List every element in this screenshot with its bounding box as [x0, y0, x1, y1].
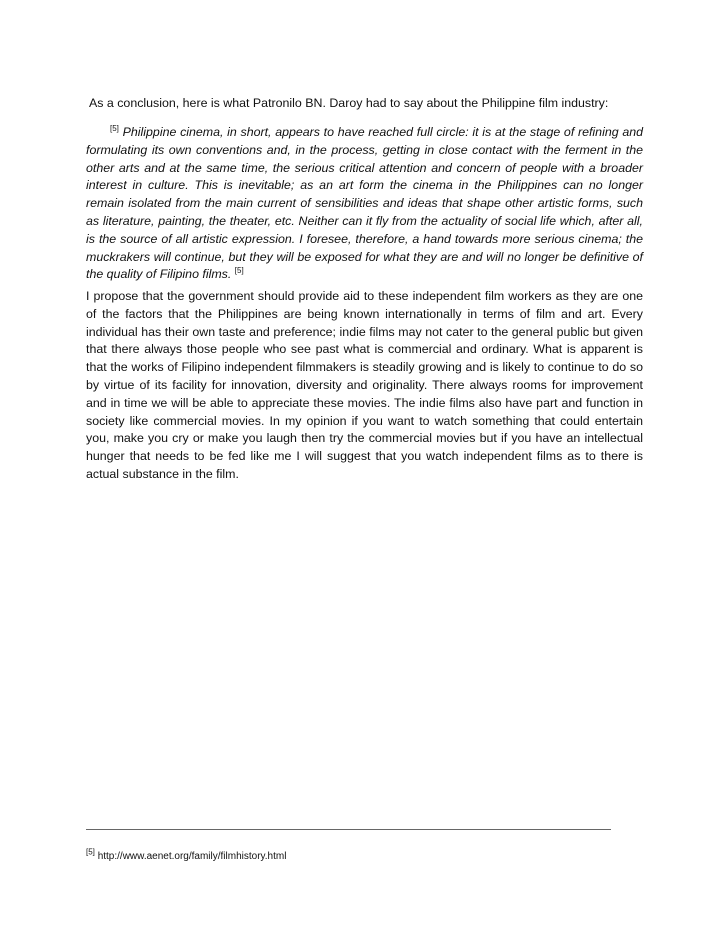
intro-text: As a conclusion, here is what Patronilo BN. Daroy had to say about the Philippine film industry:	[89, 96, 609, 110]
intro-paragraph	[89, 95, 649, 113]
opinion-paragraph	[86, 288, 643, 484]
quote-text: Philippine cinema, in short, appears to have reached full circle: it is at the stage of refining and formulating its own conventions and, in the process, getting in close contact with the ferment in the other arts and at the same time, the serious critical attention and concern of people with a broader interest in culture. This is inevitable; as an art form the cinema in the Philippines can no longer remain isolated from the main current of sensibilities and ideas that shape other artistic forms, such as literature, painting, the theater, etc. Neither can it fly from the actuality of social life which, after all, is the source of all artistic expression. I foresee, therefore, a hand towards more serious cinema; the muckrakers will continue, but they will be exposed for what they are and will no longer be definitive of the quality of Filipino films.	[86, 125, 643, 282]
footnote	[86, 847, 287, 864]
footnote-separator	[86, 829, 611, 830]
quote-reference-open: [5]	[110, 123, 119, 133]
quote-reference-close: [5]	[234, 266, 244, 276]
footnote-marker: [5]	[86, 847, 95, 857]
footnote-link[interactable]: http://www.aenet.org/family/filmhistory.html	[97, 851, 287, 862]
opinion-text: I propose that the government should provide aid to these independent film workers as they are one of the factors that the Philippines are being known internationally in terms of film and art. Every individual has their own taste and preference; indie films may not cater to the general public but given that there always those people who see past what is commercial and ordinary. What is apparent is that the works of Filipino independent filmmakers is steadily growing and is likely to continue to do so by virtue of its facility for innovation, diversity and originality. There always rooms for improvement and in time we will be able to appreciate these movies. The indie films also have part and function in society like commercial movies. In my opinion if you want to watch something that could entertain you, make you cry or make you laugh then try the commercial movies but if you have an intellectual hunger that needs to be fed like me I will suggest that you watch independent films as to there is actual substance in the film.	[86, 289, 643, 481]
block-quote	[86, 124, 643, 284]
